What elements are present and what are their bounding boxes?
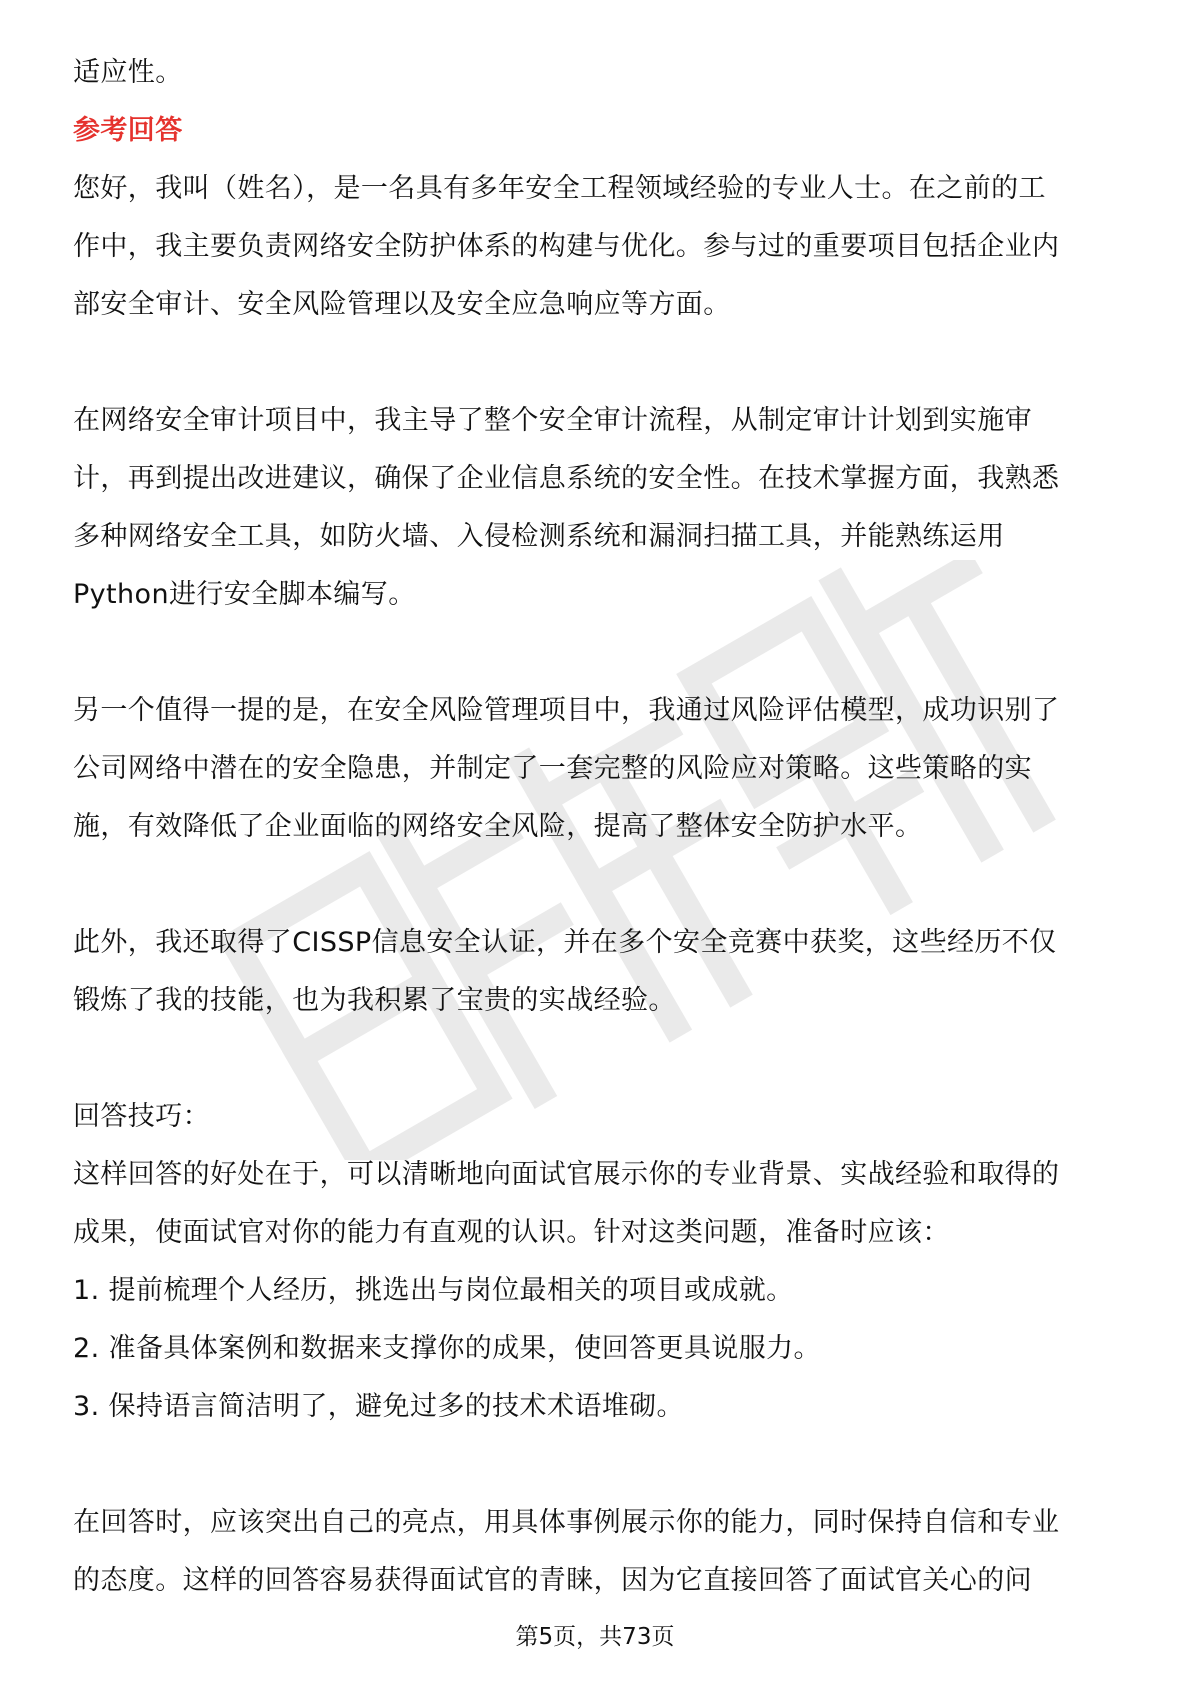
text-line: 的态度。这样的回答容易获得面试官的青睐，因为它直接回答了面试官关心的问 bbox=[73, 1565, 1032, 1596]
text-line: 这样回答的好处在于，可以清晰地向面试官展示你的专业背景、实战经验和取得的 bbox=[73, 1159, 1060, 1190]
tips-item: 3. 保持语言简洁明了，避免过多的技术术语堆砌。 bbox=[73, 1391, 684, 1422]
paragraph-gap bbox=[73, 1436, 1123, 1494]
paragraph-gap bbox=[73, 856, 1123, 914]
answer-paragraph-3 bbox=[73, 682, 1123, 856]
answer-paragraph-1 bbox=[73, 160, 1123, 334]
answer-paragraph-4 bbox=[73, 914, 1123, 1030]
paragraph-gap bbox=[73, 624, 1123, 682]
text-line: 多种网络安全工具，如防火墙、入侵检测系统和漏洞扫描工具，并能熟练运用 bbox=[73, 521, 1005, 552]
tips-item: 2. 准备具体案例和数据来支撑你的成果，使回答更具说服力。 bbox=[73, 1333, 821, 1364]
answer-tips-section bbox=[73, 1088, 1123, 1436]
text-line: 您好，我叫（姓名），是一名具有多年安全工程领域经验的专业人士。在之前的工 bbox=[73, 173, 1046, 204]
text-line: 锻炼了我的技能，也为我积累了宝贵的实战经验。 bbox=[73, 985, 676, 1016]
text-line: 作中，我主要负责网络安全防护体系的构建与优化。参与过的重要项目包括企业内 bbox=[73, 231, 1060, 262]
paragraph-gap bbox=[73, 334, 1123, 392]
text-line: 另一个值得一提的是，在安全风险管理项目中，我通过风险评估模型，成功识别了 bbox=[73, 695, 1060, 726]
document-body bbox=[73, 44, 1123, 1610]
text-line: 在回答时，应该突出自己的亮点，用具体事例展示你的能力，同时保持自信和专业 bbox=[73, 1507, 1060, 1538]
text-line: 在网络安全审计项目中，我主导了整个安全审计流程，从制定审计计划到实施审 bbox=[73, 405, 1032, 436]
answer-paragraph-2 bbox=[73, 392, 1123, 624]
continuation-line: 适应性。 bbox=[73, 57, 183, 88]
text-line: 施，有效降低了企业面临的网络安全风险，提高了整体安全防护水平。 bbox=[73, 811, 923, 842]
reference-answer-heading: 参考回答 bbox=[73, 115, 183, 146]
closing-paragraph bbox=[73, 1494, 1123, 1610]
page-number-footer: 第5页，共73页 bbox=[515, 1624, 675, 1650]
text-line: 成果，使面试官对你的能力有直观的认识。针对这类问题，准备时应该： bbox=[73, 1217, 950, 1248]
text-line: 此外，我还取得了CISSP信息安全认证，并在多个安全竞赛中获奖，这些经历不仅 bbox=[73, 927, 1057, 958]
paragraph-gap bbox=[73, 1030, 1123, 1088]
text-line: 公司网络中潜在的安全隐患，并制定了一套完整的风险应对策略。这些策略的实 bbox=[73, 753, 1032, 784]
text-line: 计，再到提出改进建议，确保了企业信息系统的安全性。在技术掌握方面，我熟悉 bbox=[73, 463, 1060, 494]
tips-item: 1. 提前梳理个人经历，挑选出与岗位最相关的项目或成就。 bbox=[73, 1275, 794, 1306]
text-line: 部安全审计、安全风险管理以及安全应急响应等方面。 bbox=[73, 289, 731, 320]
tips-title: 回答技巧： bbox=[73, 1101, 210, 1132]
text-line: Python进行安全脚本编写。 bbox=[73, 579, 416, 610]
